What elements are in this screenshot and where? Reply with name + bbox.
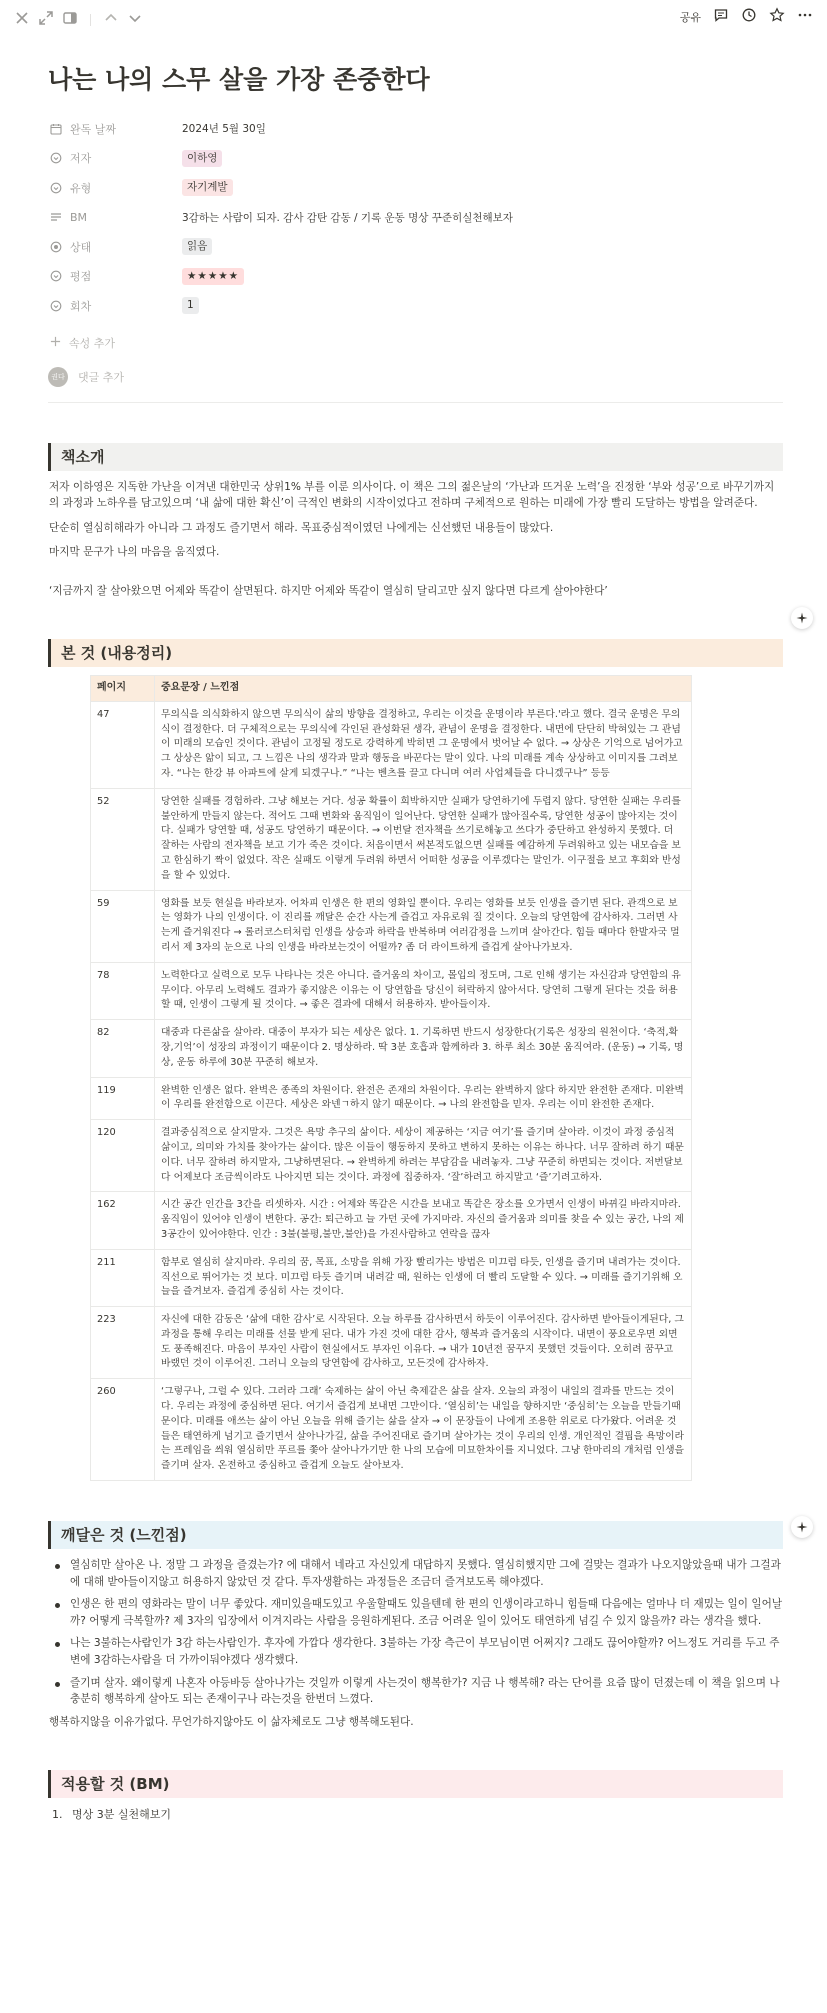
list-item: 나는 3불하는사람인가 3감 하는사람인가. 후자에 가깝다 생각한다. 3불하는 가장 측근이 부모님이면 어쩌지? 그래도 끊어야할까? 어느정도 거리를 두고 주변에 3감하는사람을 더 가까이둬야겠다 생각했다.	[48, 1635, 783, 1668]
top-left-controls	[14, 10, 143, 30]
close-icon[interactable]	[14, 10, 30, 30]
notes-heading: 본 것 (내용정리)	[48, 639, 783, 667]
table-row	[91, 1307, 692, 1379]
page-number-cell[interactable]: 260	[91, 1379, 155, 1481]
table-row	[91, 1192, 692, 1249]
expand-icon[interactable]	[38, 10, 54, 30]
avatar: 권다	[48, 367, 68, 387]
table-row	[91, 1249, 692, 1306]
property-value[interactable]	[182, 179, 233, 196]
table-row	[91, 788, 692, 890]
note-text-cell[interactable]: 대중과 다른삶을 살아라. 대중이 부자가 되는 세상은 없다. 1. 기록하면 반드시 성장한다(기록은 성장의 원천이다. ‘축적,확장,기억’이 성장의 과정이기 때문이다 2. 명상하라. 딱 3분 호흡과 함께하라 3. 하루 최소 30분 움직여라. (운동) → 기록, 명상, 운동 하루에 30분 꾸준히 해보자.	[155, 1020, 692, 1077]
property-value[interactable]	[182, 150, 222, 167]
property-row[interactable]	[48, 114, 783, 144]
table-row	[91, 890, 692, 962]
sparkle-icon	[796, 1521, 808, 1533]
list-item	[48, 1806, 783, 1824]
list-number: 1.	[52, 1808, 63, 1822]
property-row[interactable]	[48, 203, 783, 233]
note-text-cell[interactable]: 완벽한 인생은 없다. 완벽은 종족의 차원이다. 완전은 존재의 차원이다. 우리는 완벽하지 않다 하지만 완전한 존재다. 미완벽이 우리를 완전함으로 이끈다. 세상은 와넨ㄱ하지 않기 때문이다. → 나의 완전함을 믿자. 우리는 이미 완전한 존재다.	[155, 1077, 692, 1120]
property-name	[48, 211, 182, 224]
property-label: 평점	[70, 270, 92, 284]
list-item: 인생은 한 편의 영화라는 말이 너무 좋았다. 재미있을때도있고 우울할때도 있을텐데 한 편의 인생이라고하니 힘들때 다음에는 얼마나 더 재밌는 일이 일어날까? 어떻게 극복할까? 제 3자의 입장에서 이겨지라는 사람을 응원하게된다. 조금 어려운 일이 있어도 태연하게 넘길 수 있지 않을까? 라는 생각을 했다.	[48, 1596, 783, 1629]
page-content	[48, 60, 783, 1824]
apply-heading: 적용할 것 (BM)	[48, 1770, 783, 1798]
notes-table	[90, 675, 692, 1481]
table-row	[91, 1379, 692, 1481]
list-item: 즐기며 살자. 왜이렇게 나혼자 아등바등 살아나가는 것일까 이렇게 사는것이 행복한가? 지금 나 행복해? 라는 단어를 요즘 많이 던졌는데 이 책을 읽으며 나 충분히 행복하게 살아도 되는 존재이구나 라는것을 한번더 느꼈다.	[48, 1675, 783, 1708]
note-text-cell[interactable]: 자신에 대한 감동은 ‘삶에 대한 감사’로 시작된다. 오늘 하루를 감사하면서 하듯이 이루어진다. 감사하면 받아들이게된다, 그 과정을 통해 우리는 미래를 선물 받게 된다. 내가 가진 것에 대한 감사, 행복과 즐거움의 시작이다. 내면이 풍요로우면 외면도 풍족해진다. 마음이 부자인 사람이 현실에서도 부자인 이유다. → 내가 10년전 꿈꾸지 못했던 것들이다. 오히려 꿈꾸고 바랬던 것이 이루어진. 그러니 오늘의 당연함에 감사하고, 모든것에 감사하자.	[155, 1307, 692, 1379]
add-property-button[interactable]	[48, 329, 783, 357]
table-row	[91, 701, 692, 788]
property-name	[48, 180, 182, 196]
status-icon	[50, 241, 62, 253]
table-row	[91, 1120, 692, 1192]
comment-row[interactable]	[48, 361, 783, 403]
property-text: 3감하는 사람이 되자. 감사 감탄 감동 / 기록 운동 명상 꾸준히실천해보자	[182, 211, 513, 224]
comment-icon[interactable]	[713, 7, 729, 26]
property-row[interactable]	[48, 262, 783, 292]
ai-assist-button[interactable]	[791, 607, 813, 629]
add-property-label: 속성 추가	[69, 336, 116, 350]
comment-input[interactable]: 댓글 추가	[78, 371, 125, 384]
side-peek-icon[interactable]	[62, 10, 78, 30]
select-icon	[50, 152, 62, 164]
page-number-cell[interactable]: 78	[91, 962, 155, 1019]
note-text-cell[interactable]: 영화를 보듯 현실을 바라보자. 어차피 인생은 한 편의 영화일 뿐이다. 우리는 영화를 보듯 인생을 즐기면 된다. 관객으로 보는 영화가 나의 인생이다. 이 진리를 깨달은 순간 사는게 즐겁고 자유로워 질 것이다. 오늘의 당연함에 감사하자. 그러면 사는게 즐거워진다 → 롤러코스터처럼 인생을 상승과 하락을 반복하며 여러감정을 느끼며 살아간다. 힘들 때마다 한발자국 멀리서 제 3자의 눈으로 나의 인생을 바라보는것이 어떨까? 좀 더 라이트하게 즐겁게 살아나가보자.	[155, 890, 692, 962]
property-text: 2024년 5월 30일	[182, 123, 266, 136]
page-number-cell[interactable]: 162	[91, 1192, 155, 1249]
sparkle-icon	[796, 612, 808, 624]
page-number-cell[interactable]: 47	[91, 701, 155, 788]
share-button[interactable]: 공유	[679, 10, 701, 24]
table-row	[91, 1077, 692, 1120]
chevron-down-icon[interactable]	[127, 10, 143, 30]
note-text-cell[interactable]: 노력한다고 실력으로 모두 나타나는 것은 아니다. 즐거움의 차이고, 몰입의 정도며, 그로 인해 생기는 자신감과 당연함의 유무이다. 아무리 노력해도 결과가 좋지않은 이유는 이 당연함을 당신이 허락하지 않아서다. 당연히 그렇게 된다는 것을 허용할 때, 인생이 그렇게 될 것이다. → 좋은 결과에 대해서 허용하자. 받아들이자.	[155, 962, 692, 1019]
ai-assist-button[interactable]	[791, 1516, 813, 1538]
intro-paragraph: 저자 이하영은 지독한 가난을 이겨낸 대한민국 상위1% 부를 이룬 의사이다. 이 책은 그의 젊은날의 ‘가난과 뜨거운 노력’을 진정한 ‘부와 성공’으로 바꾸기까지의 과정과 노하우를 담고있으며 ‘내 삶에 대한 확신’이 극적인 변화의 시작이었다고 전하며 구체적으로 원하는 미래에 가장 빨리 도달하는 방법을 알려준다.	[49, 480, 775, 509]
property-name	[48, 150, 182, 166]
select-icon	[50, 300, 62, 312]
property-tag: 1	[182, 297, 199, 314]
property-tag: 이하영	[182, 150, 222, 167]
list-text: 명상 3분 실천해보기	[72, 1808, 171, 1822]
quote-paragraph: ‘지금까지 잘 살아왔으면 어제와 똑같이 살면된다. 하지만 어제와 똑같이 열심히 달리고만 싶지 않다면 다르게 살아야한다’	[49, 584, 608, 597]
property-row[interactable]	[48, 144, 783, 174]
property-label: 저자	[70, 152, 92, 166]
table-header-row	[91, 676, 692, 702]
chevron-up-icon[interactable]	[103, 10, 119, 30]
page-number-cell[interactable]: 223	[91, 1307, 155, 1379]
page-number-cell[interactable]: 119	[91, 1077, 155, 1120]
intro-heading: 책소개	[48, 443, 783, 471]
text-lines-icon	[50, 211, 62, 223]
property-row[interactable]	[48, 173, 783, 203]
divider	[90, 14, 91, 26]
property-label: 유형	[70, 181, 92, 195]
page-number-cell[interactable]: 120	[91, 1120, 155, 1192]
learned-list	[48, 1557, 783, 1708]
intro-paragraph: 마지막 문구가 나의 마음을 움직였다.	[49, 546, 220, 558]
property-row[interactable]	[48, 291, 783, 321]
property-name	[48, 268, 182, 284]
note-text-cell[interactable]: 시간 공간 인간을 3간을 리셋하자. 시간 : 어제와 똑같은 시간을 보내고 똑같은 장소를 오가면서 인생이 바뀌길 바라지마라. 움직임이 있어야 인생이 변한다. 공간: 퇴근하고 늘 가던 곳에 가지마라. 자신의 즐거움과 의미를 찾을 수 있는 공간, 나의 제3공간이 있어야한다. 인간 : 3불(불평,불만,불안)을 가진사람하고 연락을 끊자	[155, 1192, 692, 1249]
note-text-cell[interactable]: 결과중심적으로 살지말자. 그것은 욕망 추구의 삶이다. 세상이 제공하는 ‘지금 여기’를 즐기며 살아라. 이것이 과정 중심적 삶이고, 의미와 가치를 찾아가는 삶이다. 많은 이들이 행동하지 못하고 변하지 못하는 이유는 하나다. 너무 잘하려 하기 때문이다. 너무 잘하려 하지말자, 그냥하면된다. → 완벽하게 하려는 부담감을 내려놓자. 그냥 꾸준히 하면되는 것이다. 저번달보다 어제보다 조금씩이라도 나아지면 되는 것이다. 과정에 집중하자. ‘잘’하려고 하지말고 ‘즐’기려고하자.	[155, 1120, 692, 1192]
note-text-cell[interactable]: ‘그렇구나, 그럴 수 있다. 그러라 그래’ 숙제하는 삶이 아닌 축제같은 삶을 살자. 오늘의 과정이 내일의 결과를 만드는 것이다. 우리는 과정에 중심하면 된다. 여기서 즐겁게 보내면 그만이다. ‘열심히’는 내일을 향하지만 ‘중심히’는 오늘을 만들기때문이다. 미래를 애쓰는 삶이 아닌 오늘을 위해 즐기는 삶을 살자 → 이 문장들이 나에게 조용한 위로로 다가왔다. 어려운 것들은 태연하게 넘기고 즐기면서 살아나가길, 삶을 주어진대로 즐기며 살아가는 것이 우리의 인생. 개인적인 결핍을 욕망이라는 프레임을 씌워 열심히만 푸르를 쫓아 살아나가기만 한 나의 모습에 미묘한차이를 지니었다. 그냥 한마리의 개처럼 인생을 즐기며 살자. 온전하고 중심하고 즐겁게 오늘도 살아보자.	[155, 1379, 692, 1481]
property-value[interactable]	[182, 121, 266, 136]
intro-paragraph: 단순히 열심히해라가 아니라 그 과정도 즐기면서 해라. 목표중심적이였던 나에게는 신선했던 내용들이 많았다.	[49, 521, 554, 534]
column-header-notes: 중요문장 / 느낀점	[155, 676, 692, 702]
property-tag: 자기계발	[182, 179, 233, 196]
page-number-cell[interactable]: 52	[91, 788, 155, 890]
property-value[interactable]	[182, 210, 513, 225]
plus-icon	[50, 336, 61, 350]
property-row[interactable]	[48, 232, 783, 262]
property-name	[48, 121, 182, 137]
page-number-cell[interactable]: 59	[91, 890, 155, 962]
property-tag: ★★★★★	[182, 268, 244, 285]
property-tag: 읽음	[182, 238, 212, 255]
note-text-cell[interactable]: 당연한 실패를 경험하라. 그냥 해보는 거다. 성공 확률이 희박하지만 실패가 당연하기에 두렵지 않다. 당연한 실패는 우리를 불안하게 만들지 않는다. 적어도 그때 변화와 움직임이 일어난다. 당연한 실패가 많아질수록, 당연한 성공이 많아지는 것이다. 실패가 당연할 때, 성공도 당연하기 때문이다. → 이번달 전자책을 쓰기로해놓고 쓰다가 중단하고 완성하지 못헸다. 더 잘하는 사람의 전자책을 보고 기가 죽은 것이다. 처음이면서 써본적도없으면 실패를 예감하게 두려워하고 있는 내모습을 보고 한심하기 짝이 없었다. 작은 실패도 이렇게 두려워 하면서 어떠한 성공을 이루겠다는 말인가. 이구절을 보고 후회와 반성을 할 수 있었다.	[155, 788, 692, 890]
property-label: 완독 날짜	[70, 122, 117, 136]
page-number-cell[interactable]: 211	[91, 1249, 155, 1306]
page-number-cell[interactable]: 82	[91, 1020, 155, 1077]
property-label: 회차	[70, 299, 92, 313]
more-icon[interactable]	[797, 7, 813, 26]
learned-closing: 행복하지않을 이유가없다. 무언가하지않아도 이 삶자체로도 그냥 행복해도된다.	[49, 1715, 414, 1728]
property-name	[48, 239, 182, 255]
page-title[interactable]: 나는 나의 스무 살을 가장 존중한다	[48, 65, 430, 94]
property-value[interactable]	[182, 297, 199, 314]
learned-heading: 깨달은 것 (느낀점)	[48, 1521, 783, 1549]
table-row	[91, 962, 692, 1019]
top-right-controls	[680, 7, 813, 26]
property-label: BM	[70, 210, 88, 224]
column-header-page: 페이지	[91, 676, 155, 702]
table-row	[91, 1020, 692, 1077]
apply-list	[48, 1806, 783, 1824]
note-text-cell[interactable]: 함부로 열심히 살지마라. 우리의 꿈, 목표, 소망을 위해 가장 빨리가는 방법은 미끄럼 타듯, 인생을 즐기며 내려가는 것이다. 직선으로 뛰어가는 것 보다. 미끄럼 타듯 즐기며 내려갈 때, 원하는 인생에 더 빨리 도달할 수 있다. → 미래를 즐기기위해 오늘을 즐겨보자. 즐겁게 중심히 사는 것이다.	[155, 1249, 692, 1306]
properties	[48, 114, 783, 321]
property-value[interactable]	[182, 238, 212, 255]
calendar-icon	[50, 123, 62, 135]
select-icon	[50, 270, 62, 282]
property-name	[48, 298, 182, 314]
history-icon[interactable]	[741, 7, 757, 26]
select-icon	[50, 182, 62, 194]
list-item: 열심히만 살아온 나. 정말 그 과정을 즐겼는가? 에 대해서 네라고 자신있게 대답하지 못했다. 열심히했지만 그에 걸맞는 결과가 나오지않았을때 내가 그걸과에 대해 받아들이지않고 허용하지 않았던 것 같다. 투자생활하는 과정들은 조금더 즐겨보도록 해야겠다.	[48, 1557, 783, 1590]
star-icon[interactable]	[769, 7, 785, 26]
property-label: 상태	[70, 240, 92, 254]
property-value[interactable]	[182, 268, 244, 285]
note-text-cell[interactable]: 무의식을 의식화하지 않으면 무의식이 삶의 방향을 결정하고, 우리는 이것을 운명이라 부른다.'라고 했다. 결국 운명은 무의식이 결정한다. 더 구체적으로는 무의식에 각인된 관성화된 생각, 관념이 운명을 결정한다. 내면에 단단히 박혀있는 그 관념이 미래의 모습인 것이다. 관념이 고정될 정도로 강력하게 박히면 그 운명에서 벗어날 수 없다. → 상상은 기억으로 넘어가고 그 상상은 앎이 되고, 그 느낌은 나의 생각과 말과 행동을 바꾼다는 말이 있다. 나의 미래를 계속 상상하고 이미지를 그려보자. “나는 한강 뷰 아파트에 살게 되겠구나.” “나는 벤츠를 끌고 다니며 여러 사업체들을 다니겠구나” 등등	[155, 701, 692, 788]
top-bar	[0, 0, 827, 34]
